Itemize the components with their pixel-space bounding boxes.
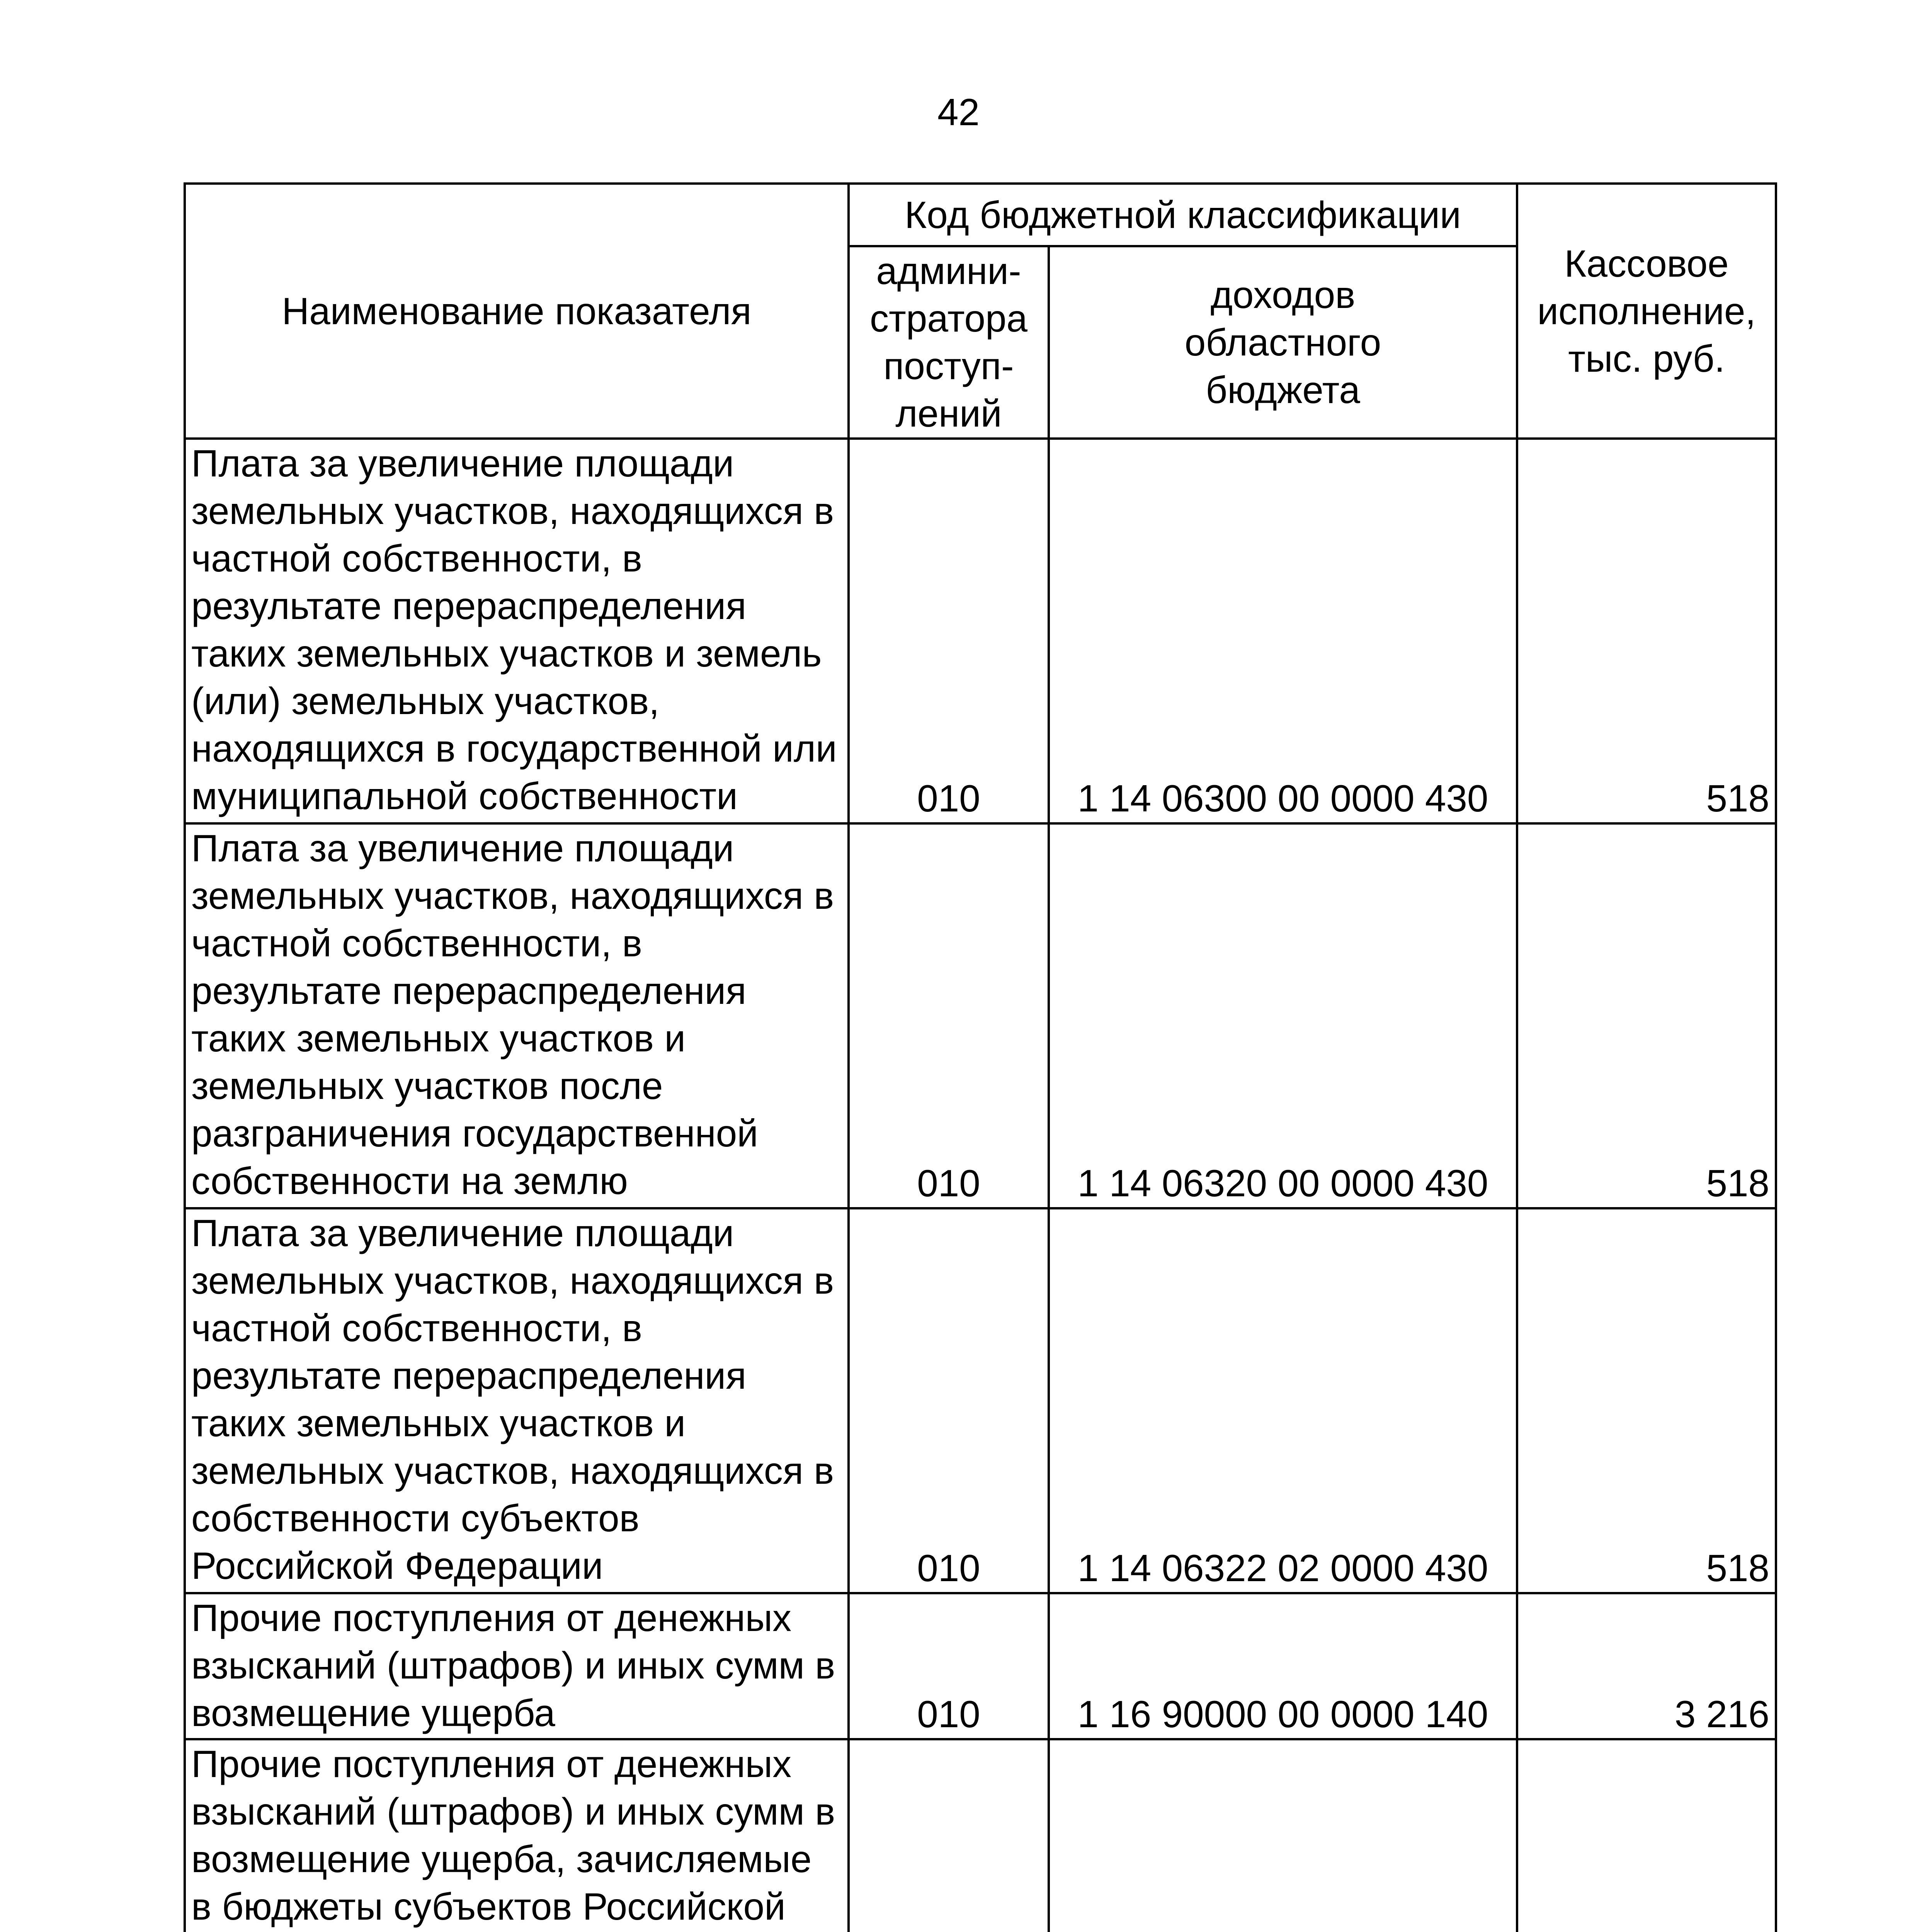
row-admin	[849, 1739, 1049, 1932]
row-code	[1049, 1739, 1517, 1932]
header-code-group: Код бюджетной классификации	[849, 184, 1517, 246]
row-admin: 010	[849, 823, 1049, 1208]
budget-table	[184, 182, 1777, 1932]
row-code: 1 14 06322 02 0000 430	[1049, 1208, 1517, 1593]
table-row	[185, 439, 1776, 823]
row-code: 1 14 06300 00 0000 430	[1049, 439, 1517, 823]
row-amount: 518	[1517, 439, 1776, 823]
table-row	[185, 1208, 1776, 1593]
table-row	[185, 1593, 1776, 1739]
header-admin	[849, 246, 1049, 439]
header-amount-text: Кассовое исполнение, тыс. руб.	[1537, 242, 1756, 380]
page-number: 42	[937, 91, 980, 133]
row-name: Плата за увеличение площади земельных участков, находящихся в частной собственности, в результате перераспределения таких земельных участков и земельных участков после разграничения государственной собственности на землю	[185, 823, 849, 1208]
table-row	[185, 1739, 1776, 1932]
header-income-text: доходов областного бюджета	[1184, 273, 1381, 411]
row-code: 1 14 06320 00 0000 430	[1049, 823, 1517, 1208]
row-code: 1 16 90000 00 0000 140	[1049, 1593, 1517, 1739]
row-name: Плата за увеличение площади земельных участков, находящихся в частной собственности, в результате перераспределения таких земельных участков и земельных участков, находящихся в собственности субъектов Российской Федерации	[185, 1208, 849, 1593]
header-amount	[1517, 184, 1776, 439]
row-admin: 010	[849, 1593, 1049, 1739]
header-admin-text: админи- стратора поступ- лений	[869, 250, 1028, 435]
row-amount: 518	[1517, 1208, 1776, 1593]
row-amount	[1517, 1739, 1776, 1932]
table-body	[185, 439, 1776, 1932]
header-name: Наименование показателя	[185, 184, 849, 439]
row-name: Плата за увеличение площади земельных участков, находящихся в частной собственности, в результате перераспределения таких земельных участков и земель (или) земельных участков, находящихся в государственной или муниципальной собственности	[185, 439, 849, 823]
header-income	[1049, 246, 1517, 439]
row-admin: 010	[849, 1208, 1049, 1593]
table-header	[185, 184, 1776, 439]
row-amount: 518	[1517, 823, 1776, 1208]
row-name: Прочие поступления от денежных взысканий (штрафов) и иных сумм в возмещение ущерба	[185, 1593, 849, 1739]
row-admin: 010	[849, 439, 1049, 823]
table-row	[185, 823, 1776, 1208]
row-name: Прочие поступления от денежных взысканий (штрафов) и иных сумм в возмещение ущерба, зачисляемые в бюджеты субъектов Российской	[185, 1739, 849, 1932]
row-amount: 3 216	[1517, 1593, 1776, 1739]
